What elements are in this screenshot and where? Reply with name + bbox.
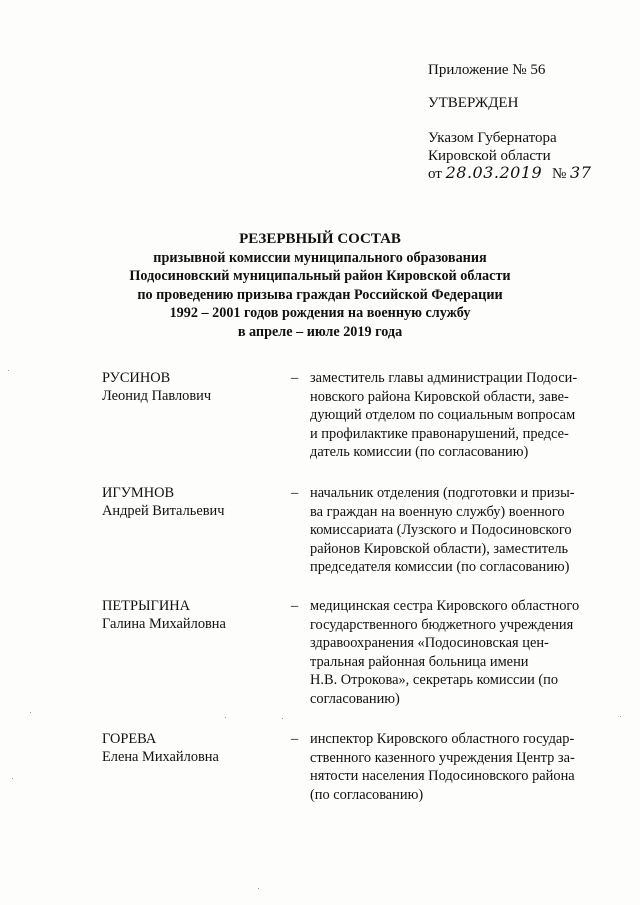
role-line: начальник отделения (подготовки и призы- (310, 485, 575, 501)
role-line: и профилактике правонарушений, предсе- (310, 425, 569, 442)
member-surname: ИГУМНОВ (102, 485, 175, 501)
member-given-names: Андрей Витальевич (102, 503, 225, 519)
role-line: заместитель главы администрации Подоси- (310, 370, 578, 386)
role-line: ственного казенного учреждения Центр за- (310, 749, 575, 766)
decree-line-1: Указом Губернатора (428, 130, 557, 146)
decree-line-2: Кировской области (428, 148, 551, 164)
role-line: Н.В. Отрокова», секретарь комиссии (по (310, 672, 559, 688)
decree-date-line (428, 164, 591, 183)
member-surname: ГОРЕВА (102, 731, 157, 747)
scan-speck (258, 888, 259, 889)
role-line: медицинская сестра Кировского областного (310, 598, 580, 614)
scan-speck (30, 712, 31, 713)
scan-speck (620, 716, 621, 717)
role-line: (по согласованию) (310, 786, 424, 803)
member-given-names: Елена Михайловна (102, 749, 219, 765)
member-given-names: Леонид Павлович (102, 388, 212, 404)
member-dash: – (291, 598, 299, 614)
handwritten-number: 37 (570, 163, 592, 182)
role-line: нятости населения Подосиновского района (310, 768, 575, 784)
member-dash: – (291, 485, 299, 501)
role-line: датель комиссии (по согласованию) (310, 444, 529, 460)
title-line-1: призывной комиссии муниципального образования (153, 249, 487, 266)
title-line-4: 1992 – 2001 годов рождения на военную службу (169, 305, 471, 322)
role-line: согласованию) (310, 690, 400, 707)
role-line: ва граждан на военную службу) военного (310, 503, 565, 520)
member-role (310, 484, 598, 577)
role-line: дующий отделом по социальным вопросам (310, 407, 576, 423)
role-line: председателя комиссии (по согласованию) (310, 559, 570, 575)
member-given-names: Галина Михайловна (102, 616, 226, 632)
member-role (310, 369, 598, 462)
title-line-3: по проведению призыва граждан Российской Федерации (137, 286, 503, 303)
role-line: районов Кировской области), заместитель (310, 540, 569, 557)
title-line-5: в апреле – июле 2019 года (237, 323, 403, 340)
title-main: РЕЗЕРВНЫЙ СОСТАВ (239, 231, 401, 247)
role-line: инспектор Кировского областного государ- (310, 731, 575, 747)
handwritten-date: 28.03.2019 (445, 163, 543, 182)
scan-speck (12, 778, 13, 779)
member-dash: – (291, 731, 299, 747)
title-line-2: Подосиновский муниципальный район Кировской области (129, 268, 511, 285)
role-line: государственного бюджетного учреждения (310, 616, 574, 633)
approved-label: УТВЕРЖДЕН (428, 95, 519, 111)
scan-speck (282, 718, 283, 719)
date-prefix: от (428, 166, 442, 182)
appendix-number: Приложение № 56 (428, 62, 546, 78)
member-surname: РУСИНОВ (102, 370, 171, 386)
role-line: здравоохранения «Подосиновская цен- (310, 635, 549, 651)
role-line: новского района Кировской области, заве- (310, 388, 569, 405)
document-title (0, 230, 640, 342)
member-role (310, 730, 598, 804)
role-line: комиссариата (Лузского и Подосиновского (310, 522, 572, 538)
number-prefix: № (551, 166, 567, 182)
scan-speck (225, 717, 226, 718)
member-role (310, 597, 598, 708)
role-line: тральная районная больница имени (310, 653, 529, 670)
member-dash: – (291, 370, 299, 386)
member-surname: ПЕТРЫГИНА (102, 598, 191, 614)
scan-speck (8, 370, 9, 371)
